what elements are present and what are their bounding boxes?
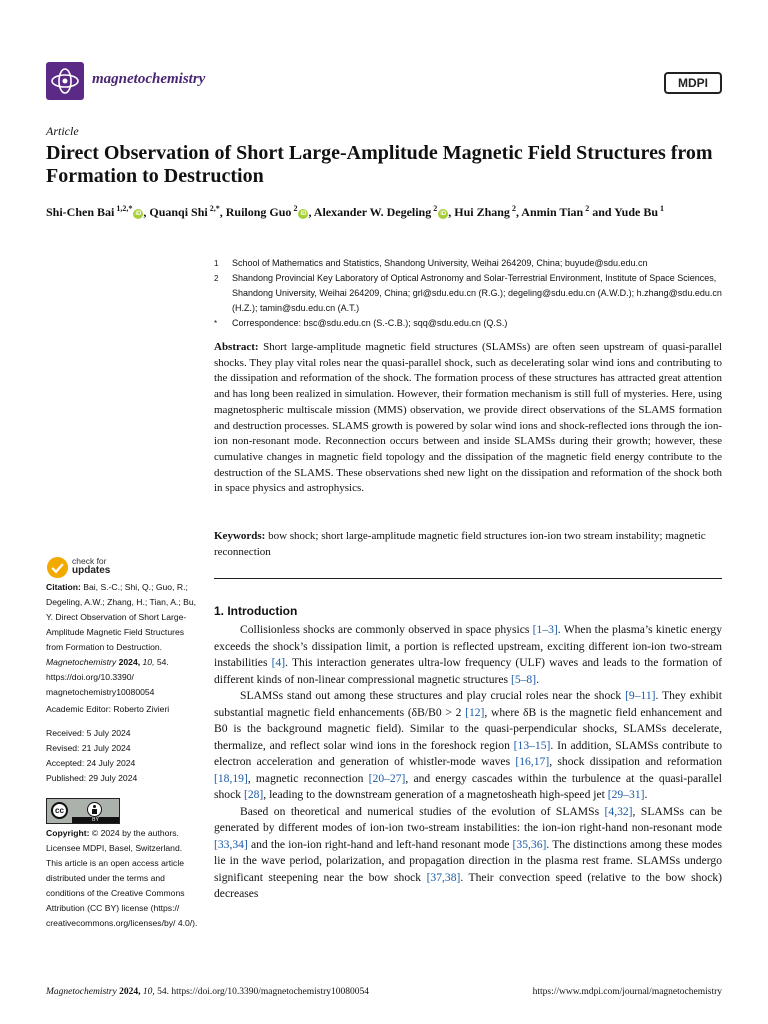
- section-divider: [214, 578, 722, 579]
- citation-link[interactable]: [28]: [243, 788, 264, 801]
- published-date: Published: 29 July 2024: [46, 773, 138, 783]
- citation-volume: 10,: [142, 657, 155, 667]
- author-affiliation-sup: 2: [509, 204, 516, 213]
- citation-link[interactable]: [37,38]: [426, 870, 461, 884]
- cc-icon: cc: [51, 802, 68, 819]
- keywords-label: Keywords:: [214, 530, 266, 542]
- author-affiliation-sup: 2: [291, 204, 298, 213]
- citation-link[interactable]: [5–8]: [510, 672, 537, 686]
- citation-link[interactable]: [4,32]: [604, 804, 633, 818]
- affiliation-number: 2: [214, 274, 219, 283]
- citation-year: 2024,: [118, 657, 141, 667]
- dates: [46, 726, 206, 786]
- citation-link[interactable]: [18,19]: [214, 771, 248, 785]
- mdpi-logo[interactable]: [664, 72, 722, 94]
- revised-date: Revised: 21 July 2024: [46, 743, 131, 753]
- affiliation-item: [214, 316, 724, 331]
- body-paragraph: Collisionless shocks are commonly observed in space physics [1–3]. When the plasma’s kinetic energy exceeds the shock’s dissipation limit, a portion is reflected upstream, exciting different ion-ion two-stream instabilities [4]. This interaction generates ultra-low frequency (ULF) waves and leads to the formation of different kinds of non-linear compressional magnetic structures [5–8].: [214, 623, 722, 686]
- affiliation-text: Correspondence: bsc@sdu.edu.cn (S.-C.B.); sqq@sdu.edu.cn (Q.S.): [232, 318, 508, 328]
- magnetochemistry-logo-icon: [46, 62, 84, 100]
- citation-link[interactable]: [13–15]: [513, 738, 551, 752]
- author-name[interactable]: and Yude Bu: [592, 205, 659, 219]
- affiliation-item: [214, 271, 724, 316]
- keywords-text: bow shock; short large-amplitude magnetic field structures ion-ion two stream instability; magnetic reconnection: [214, 530, 706, 558]
- author-name[interactable]: Anmin Tian: [521, 205, 584, 219]
- orcid-icon[interactable]: iD: [440, 211, 447, 217]
- journal-name[interactable]: magnetochemistry: [92, 71, 206, 87]
- citation-link[interactable]: [4]: [271, 656, 286, 669]
- author-name[interactable]: Hui Zhang: [454, 205, 510, 219]
- copyright: [46, 826, 198, 931]
- mdpi-logo-text: MDPI: [678, 76, 708, 90]
- footer-year: 2024,: [119, 987, 141, 997]
- citation-link[interactable]: [29–31]: [607, 788, 645, 801]
- abstract: [214, 340, 722, 497]
- check-label-bottom: updates: [72, 565, 111, 576]
- affiliation-text: School of Mathematics and Statistics, Shandong University, Weihai 264209, China; buyude@sdu.edu.cn: [232, 258, 648, 268]
- author-name[interactable]: Ruilong Guo: [225, 205, 292, 219]
- citation-link[interactable]: [1–3]: [532, 623, 558, 636]
- citation-link[interactable]: [9–11]: [625, 689, 656, 702]
- affiliation-number: *: [214, 319, 218, 328]
- affiliation-number: 1: [214, 259, 219, 268]
- citation-link[interactable]: [33,34]: [214, 837, 248, 851]
- check-updates-icon: [46, 556, 69, 579]
- citation-link[interactable]: [16,17]: [515, 755, 550, 768]
- author-list: Shi-Chen Bai $^{1,2,*}$iD , Quanqi Shi $^{2,*}$, Ruilong Guo $^2$iD , Alexander W. Degeling $^2$iD , Hui Zhang $^2$, Anmin Tian $^2$ and Yude Bu $^1$: [46, 204, 665, 219]
- keywords: [214, 529, 724, 560]
- by-text: BY: [92, 817, 99, 823]
- footer-volume: 10,: [142, 987, 155, 997]
- received-date: Received: 5 July 2024: [46, 728, 131, 738]
- journal-header: [46, 62, 722, 102]
- abstract-label: Abstract:: [214, 341, 259, 353]
- check-label-top: check for: [72, 556, 107, 566]
- affiliation-text: Shandong Provincial Key Laboratory of Optical Astronomy and Solar-Terrestrial Environment, Institute of Space Sciences, Shandong University, Weihai 264209, China; grl@sdu.edu.cn (R.G.); degeling@sdu.edu.cn (A.W.D.); h.zhang@sdu.edu.cn (H.Z.); tamin@sdu.edu.cn (A.T.): [232, 273, 722, 313]
- citation: [46, 580, 198, 700]
- author-name[interactable]: Shi-Chen Bai: [46, 205, 115, 219]
- body-paragraph: SLAMSs stand out among these structures and play crucial roles near the shock [9–11]. They exhibit substantial magnetic field enhancements (δB/B0 > 2 [12], where δB is the magnetic field enhancement and B0 is the background magnetic field). Similar to the quasi-perpendicular shocks, SLAMSs decelerate, thermalize, and reflect solar wind ions in the foreshock region [13–15]. In addition, SLAMSs contribute to electron acceleration and generation of whistler-mode waves [16,17], shock dissipation and reformation [18,19], magnetic reconnection [20–27], and energy cascades within the turbulence at the quasi-parallel shock [28], leading to the downstream generation of a magnetosheath high-speed jet [29–31].: [214, 689, 723, 801]
- author-affiliation-sup: 2: [583, 204, 590, 213]
- orcid-icon[interactable]: iD: [135, 211, 142, 217]
- citation-text: Bai, S.-C.; Shi, Q.; Guo, R.; Degeling, A.W.; Zhang, H.; Tian, A.; Bu, Y. Direct Observation of Short Large-Amplitude Magnetic Field Structures from Formation to Destruction.: [46, 582, 196, 652]
- citation-link[interactable]: [35,36]: [512, 837, 547, 851]
- section-title: 1. Introduction: [214, 604, 298, 618]
- citation-link[interactable]: [20–27]: [368, 771, 406, 785]
- accepted-date: Accepted: 24 July 2024: [46, 758, 136, 768]
- abstract-text: Short large-amplitude magnetic field structures (SLAMSs) are often seen upstream of quasi-parallel shocks. They play vital roles near the quasi-parallel shock, such as decelerating solar wind ions and contributing to the dissipation and reformation of the shock. The formation process of these structures has attracted great attention and has long been realized in simulation. However, their formation mechanism is still full of mysteries. Here, using magnetospheric multiscale mission (MMS) observation, we provide direct observations of the SLAMS formation and destruction processes. SLAMS growth is powered by solar wind ions and shock-reflected ions through the ion-ion non-resonant mode. Reconnection occurs between and inside SLAMSs during their growth; however, these cumulative changes in magnetic field topology and the dissipation of the magnetic field energy contribute to the destruction of the SLAMS. These observations shed new light on the dissipation and reformation of the shock both in space physics and astrophysics.: [214, 341, 723, 495]
- citation-label: Citation:: [46, 582, 81, 592]
- affiliation-item: [214, 256, 724, 271]
- article-title: Direct Observation of Short Large-Amplitude Magnetic Field Structures from Formation to Destruction: [46, 142, 713, 187]
- footer-doi[interactable]: 54. https://doi.org/10.3390/magnetochemistry10080054: [157, 987, 370, 997]
- orcid-icon[interactable]: iD: [300, 211, 307, 217]
- footer-citation: [46, 987, 369, 997]
- cc-by-badge[interactable]: [46, 798, 120, 824]
- author-affiliation-sup: 1: [658, 204, 665, 213]
- citation-link[interactable]: [12]: [465, 705, 485, 719]
- author-affiliation-sup: 2: [431, 204, 438, 213]
- citation-journal: Magnetochemistry: [46, 657, 117, 667]
- affiliations: [214, 256, 724, 331]
- footer: [46, 987, 722, 997]
- body-text: [214, 622, 722, 903]
- by-strip: [72, 817, 119, 823]
- by-person-icon: [87, 802, 102, 817]
- copyright-label: Copyright:: [46, 828, 90, 838]
- author-name[interactable]: Alexander W. Degeling: [313, 205, 432, 219]
- article-type: Article: [46, 124, 79, 138]
- academic-editor: Academic Editor: Roberto Zivieri: [46, 704, 170, 714]
- check-for-updates[interactable]: [46, 556, 136, 580]
- author-affiliation-sup: 1,2,*: [114, 204, 133, 213]
- citation-doi[interactable]: 54. https://doi.org/10.3390/ magnetochemistry10080054: [46, 657, 169, 697]
- body-paragraph: Based on theoretical and numerical studies of the evolution of SLAMSs [4,32], SLAMSs can be generated by different modes of ion-ion two-stream instabilities: the ion-ion right-hand non-resonant mode [33,34] and the ion-ion right-hand and left-hand resonant mode [35,36]. The distinctions among these modes lie in the wave period, polarization, and propagation direction in the plasma rest frame. SLAMSs undergo significant steepening near the bow shock [37,38]. Their convection speed (relative to the bow shock) decreases: [214, 804, 722, 900]
- author-affiliation-sup: 2,*: [207, 204, 220, 213]
- copyright-text: © 2024 by the authors. Licensee MDPI, Basel, Switzerland. This article is an open access article distributed under the terms and conditions of the Creative Commons Attribution (CC BY) license (https:// creativecommons.org/licenses/by/ 4.0/).: [46, 828, 198, 928]
- author-name[interactable]: Quanqi Shi: [149, 205, 208, 219]
- footer-journal: Magnetochemistry: [46, 987, 117, 997]
- footer-url[interactable]: https://www.mdpi.com/journal/magnetochemistry: [532, 987, 722, 997]
